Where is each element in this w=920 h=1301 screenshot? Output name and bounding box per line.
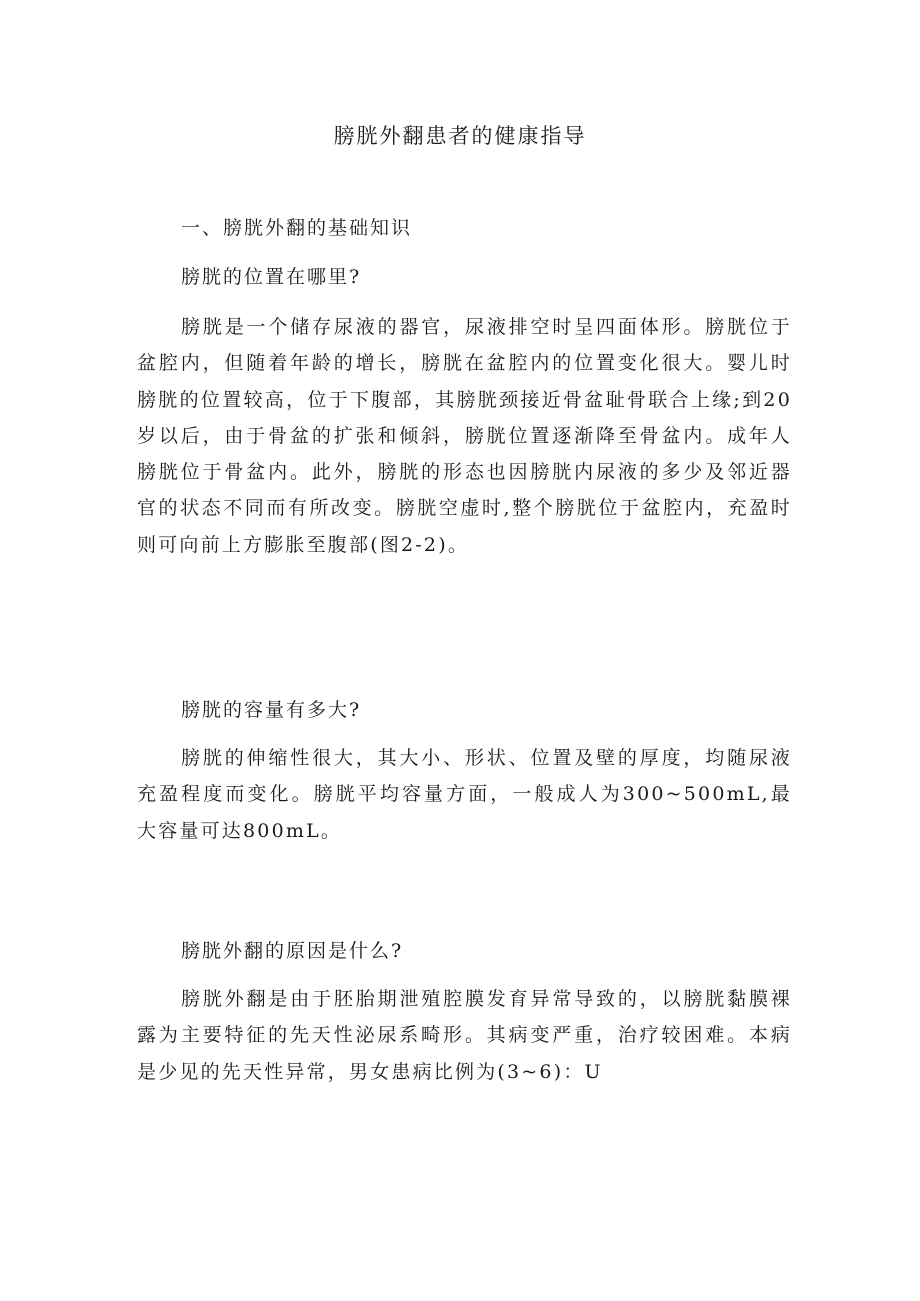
answer-paragraph-cause: 膀胱外翻是由于胚胎期泄殖腔膜发育异常导致的，以膀胱黏膜裸露为主要特征的先天性泌尿系畸形。其病变严重，治疗较困难。本病是少见的先天性异常，男女患病比例为(3~6)：U (137, 988, 792, 1083)
question-heading-cause: 膀胱外翻的原因是什么? (181, 940, 404, 962)
question-heading-location: 膀胱的位置在哪里? (181, 266, 362, 288)
answer-paragraph-location: 膀胱是一个储存尿液的器官，尿液排空时呈四面体形。膀胱位于盆腔内，但随着年龄的增长，膀胱在盆腔内的位置变化很大。婴儿时膀胱的位置较高，位于下腹部，其膀胱颈接近骨盆耻骨联合上缘;到20岁以后，由于骨盆的扩张和倾斜，膀胱位置逐渐降至骨盆内。成年人膀胱位于骨盆内。此外，膀胱的形态也因膀胱内尿液的多少及邻近器官的状态不同而有所改变。膀胱空虚时,整个膀胱位于盆腔内，充盈时则可向前上方膨胀至腹部(图2-2)。 (137, 316, 792, 556)
section-heading: 一、膀胱外翻的基础知识 (181, 217, 413, 239)
answer-paragraph-capacity: 膀胱的伸缩性很大，其大小、形状、位置及壁的厚度，均随尿液充盈程度而变化。膀胱平均容量方面，一般成人为300~500mL,最大容量可达800mL。 (137, 747, 792, 842)
question-heading-capacity: 膀胱的容量有多大? (181, 699, 362, 721)
document-title: 膀胱外翻患者的健康指导 (333, 124, 587, 148)
